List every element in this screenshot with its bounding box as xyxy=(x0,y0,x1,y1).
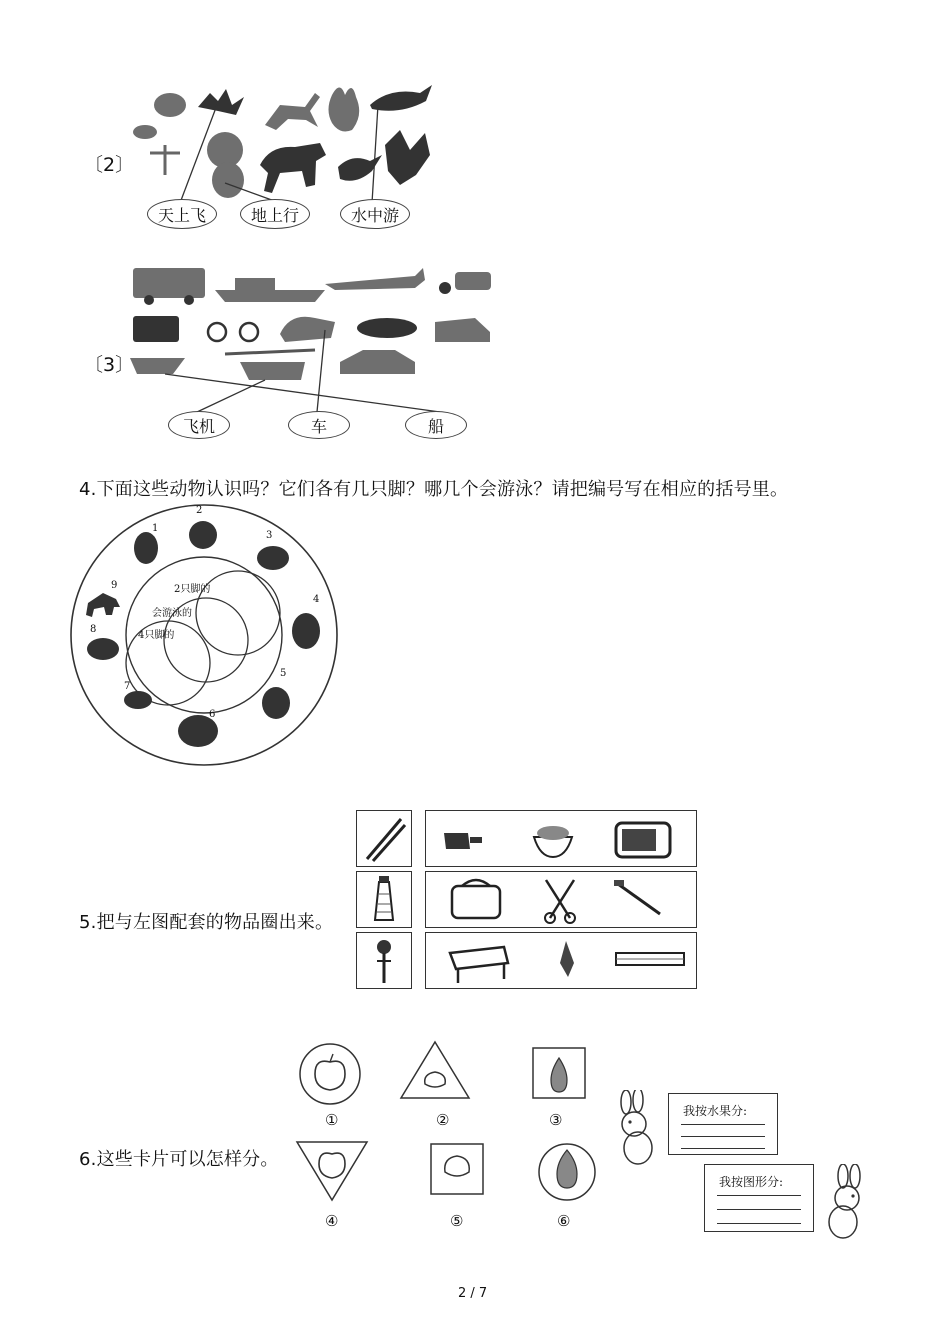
card-number-4: ④ xyxy=(325,1212,339,1230)
grater-icon xyxy=(375,882,393,920)
q6-question: 6.这些卡片可以怎样分。 xyxy=(79,1149,279,1170)
ring-number: 9 xyxy=(111,580,118,591)
q2-category-sky: 天上飞 xyxy=(147,199,217,229)
pear-icon xyxy=(557,1150,577,1188)
card-number-5: ⑤ xyxy=(450,1212,464,1230)
ring-number: 3 xyxy=(266,530,273,541)
bag-icon xyxy=(452,886,500,918)
ring-number: 5 xyxy=(280,668,287,679)
rabbit-icon xyxy=(329,88,360,132)
pear-icon xyxy=(551,1058,567,1092)
pen-icon xyxy=(560,941,574,977)
q5-right-cell-3 xyxy=(425,932,697,989)
bubble-shape xyxy=(704,1164,814,1232)
peach-icon xyxy=(425,1072,446,1087)
bubble-shape-text: 我按图形分: xyxy=(719,1175,784,1189)
q5-left-cell-1 xyxy=(356,810,412,867)
bat-icon xyxy=(198,89,244,115)
q4-animal-ring xyxy=(68,503,343,768)
bird-icon xyxy=(338,155,382,181)
ring-number: 6 xyxy=(209,709,216,720)
q5-question: 5.把与左图配套的物品圈出来。 xyxy=(79,912,334,933)
q2-label: 〔2〕 xyxy=(84,154,135,176)
toothbrush-icon xyxy=(618,884,660,914)
plane-icon xyxy=(325,268,425,290)
bubble-fruit-text: 我按水果分: xyxy=(683,1104,748,1118)
duck-icon xyxy=(124,691,152,709)
card-number-2: ② xyxy=(436,1111,450,1129)
q5-left-cell-3 xyxy=(356,932,412,989)
card-number-1: ① xyxy=(325,1111,339,1129)
dog-icon xyxy=(292,613,320,649)
car-icon xyxy=(435,318,490,342)
q2-category-land: 地上行 xyxy=(240,199,310,229)
q3-category-car: 车 xyxy=(288,411,350,439)
q3-category-plane: 飞机 xyxy=(168,411,230,439)
cat-icon xyxy=(262,687,290,719)
rabbit-icon xyxy=(815,1164,871,1240)
label-can-swim: 会游泳的 xyxy=(152,608,192,619)
apple-icon xyxy=(315,1061,345,1090)
card-number-6: ⑥ xyxy=(557,1212,571,1230)
scooter-icon xyxy=(280,317,335,342)
ring-number: 1 xyxy=(152,523,159,534)
shuttlecock-racket-icon xyxy=(377,940,391,954)
fish-icon xyxy=(154,93,186,117)
q5-left-cell-2 xyxy=(356,871,412,928)
ring-number: 7 xyxy=(124,681,131,692)
ring-number: 4 xyxy=(313,594,320,605)
bus-icon xyxy=(133,268,205,298)
ring-number: 8 xyxy=(90,624,97,635)
page-number: 2 / 7 xyxy=(458,1286,488,1301)
q2-category-water: 水中游 xyxy=(340,199,410,229)
speedboat-icon xyxy=(130,358,185,374)
ship-icon xyxy=(215,278,325,302)
turtle-icon xyxy=(87,638,119,660)
label-four-legs: 4只脚的 xyxy=(138,630,175,641)
mouse-icon xyxy=(189,521,217,549)
submarine-icon xyxy=(357,318,417,338)
q4-question: 4.下面这些动物认识吗？它们各有几只脚？哪几个会游泳？请把编号写在相应的括号里。 xyxy=(79,479,789,500)
horse-icon xyxy=(260,143,326,193)
cleaver-icon xyxy=(444,833,482,849)
penguin-icon xyxy=(134,532,158,564)
q5-right-cell-2 xyxy=(425,871,697,928)
bicycle-icon xyxy=(208,323,226,341)
rabbit-icon xyxy=(612,1090,668,1168)
card-number-3: ③ xyxy=(549,1111,563,1129)
seal-icon xyxy=(257,546,289,570)
eagle-icon xyxy=(385,130,430,185)
sedan-icon xyxy=(340,350,415,374)
q3-vehicle-pictures xyxy=(125,262,505,417)
tractor-icon xyxy=(133,316,179,342)
piano-icon xyxy=(450,947,508,969)
chopsticks-icon xyxy=(367,819,401,859)
helicopter-icon xyxy=(240,362,305,380)
bubble-fruit xyxy=(668,1093,778,1155)
horse-small-icon xyxy=(86,593,120,617)
deer-icon xyxy=(265,93,320,130)
tricycle-icon xyxy=(439,282,451,294)
q3-category-boat: 船 xyxy=(405,411,467,439)
ring-number: 2 xyxy=(196,505,203,516)
whale-icon xyxy=(370,85,432,111)
q5-right-cell-1 xyxy=(425,810,697,867)
dragonfly-icon xyxy=(150,145,180,175)
apple-icon xyxy=(319,1153,345,1178)
q3-label: 〔3〕 xyxy=(84,354,135,376)
peach-icon xyxy=(445,1156,470,1176)
label-two-legs: 2只脚的 xyxy=(174,584,211,595)
